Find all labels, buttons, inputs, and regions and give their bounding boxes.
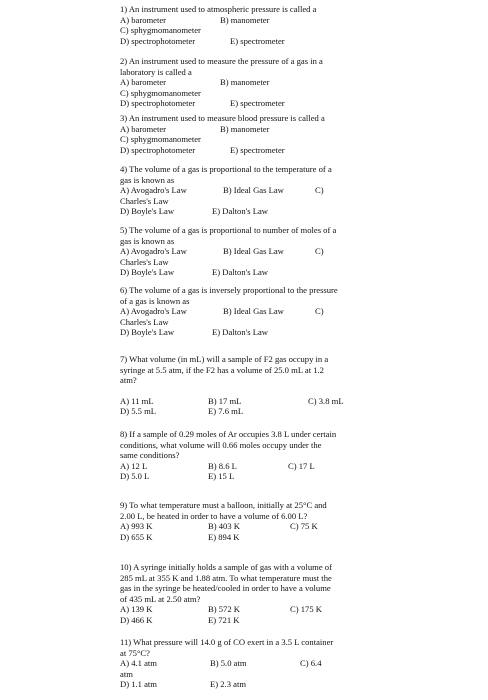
choice-b: B) Ideal Gas Law bbox=[223, 246, 284, 257]
choice-row bbox=[120, 196, 340, 207]
choice-row bbox=[120, 134, 340, 145]
choice-e: E) spectrometer bbox=[230, 35, 285, 46]
choice-e: E) 15 L bbox=[208, 471, 235, 482]
choice-row bbox=[120, 521, 340, 532]
choice-e: E) Dalton's Law bbox=[212, 206, 268, 217]
question-8 bbox=[120, 429, 340, 482]
choice-b: B) manometer bbox=[220, 123, 270, 134]
choice-b: B) Ideal Gas Law bbox=[223, 306, 284, 317]
question-stem: 9) To what temperature must a balloon, initially at 25°C and 2.00 L, be heated in order to have a volume of 6.00 L? bbox=[120, 500, 327, 521]
choice-row bbox=[120, 206, 340, 217]
choice-c: C) bbox=[315, 185, 324, 196]
choice-d: D) Boyle's Law bbox=[120, 327, 175, 338]
question-10 bbox=[120, 562, 340, 626]
question-stem: 8) If a sample of 0.29 moles of Ar occupies 3.8 L under certain conditions, what volume will 0.66 moles occupy under the same conditions? bbox=[120, 429, 337, 461]
choice-e: E) Dalton's Law bbox=[212, 327, 268, 338]
choice-e: E) spectrometer bbox=[230, 98, 285, 109]
choice-row bbox=[120, 327, 340, 338]
choice-d: D) Boyle's Law bbox=[120, 206, 175, 217]
question-4 bbox=[120, 164, 340, 217]
question-stem: 5) The volume of a gas is proportional to number of moles of a gas is known as bbox=[120, 225, 337, 246]
choice-row bbox=[120, 306, 340, 317]
choice-a: A) barometer bbox=[120, 123, 167, 134]
choice-c: C) sphygmomanometer bbox=[120, 134, 201, 145]
choice-d: D) 466 K bbox=[120, 614, 153, 625]
choice-e: E) spectrometer bbox=[230, 144, 285, 155]
choice-row bbox=[120, 36, 340, 47]
choice-a: A) 11 mL bbox=[120, 395, 154, 406]
choice-e: E) 7.6 mL bbox=[208, 406, 244, 417]
choice-row bbox=[120, 669, 340, 680]
choice-row bbox=[120, 658, 340, 669]
choice-c: C) sphygmomanometer bbox=[120, 87, 201, 98]
choice-b: B) manometer bbox=[220, 14, 270, 25]
question-2 bbox=[120, 56, 340, 109]
choice-row bbox=[120, 615, 340, 626]
question-stem: 1) An instrument used to atmospheric pressure is called a bbox=[120, 4, 317, 14]
choice-row bbox=[120, 257, 340, 268]
question-6 bbox=[120, 285, 340, 338]
choice-e: E) 2.3 atm bbox=[210, 679, 247, 690]
choice-d: D) spectrophotometer bbox=[120, 98, 196, 109]
choice-c: C) bbox=[315, 246, 324, 257]
choice-row bbox=[120, 246, 340, 257]
choice-row bbox=[120, 471, 340, 482]
choice-c-text: Charles's Law bbox=[120, 316, 169, 327]
choice-c: C) 3.8 mL bbox=[308, 395, 344, 406]
choice-a: A) 12 L bbox=[120, 460, 148, 471]
choice-b: B) 5.0 atm bbox=[210, 658, 247, 669]
choice-c-text: Charles's Law bbox=[120, 195, 169, 206]
choice-a: A) barometer bbox=[120, 14, 167, 25]
choice-row bbox=[120, 98, 340, 109]
choice-row bbox=[120, 145, 340, 156]
question-1 bbox=[120, 4, 340, 46]
choice-row bbox=[120, 124, 340, 135]
choice-a: A) Avogadro's Law bbox=[120, 306, 187, 317]
choice-b: B) 403 K bbox=[208, 521, 240, 532]
question-11 bbox=[120, 637, 340, 690]
choice-c: C) bbox=[315, 306, 324, 317]
choice-a: A) Avogadro's Law bbox=[120, 185, 187, 196]
choice-row bbox=[120, 604, 340, 615]
choice-row bbox=[120, 406, 340, 417]
choice-b: B) Ideal Gas Law bbox=[223, 185, 284, 196]
choice-d: D) spectrophotometer bbox=[120, 35, 196, 46]
choice-row bbox=[120, 77, 340, 88]
choice-row bbox=[120, 461, 340, 472]
question-stem: 10) A syringe initially holds a sample of gas with a volume of 285 mL at 355 K and 1.88 atm. To what temperature must the gas in the syringe be heated/cooled in order to have a volume of 435 mL at 2.50 atm? bbox=[120, 562, 332, 604]
question-7 bbox=[120, 354, 344, 417]
choice-d: D) 5.0 L bbox=[120, 471, 150, 482]
choice-d: D) 5.5 mL bbox=[120, 406, 157, 417]
question-stem: 7) What volume (in mL) will a sample of F2 gas occupy in a syringe at 5.5 atm, if the F2 has a volume of 25.0 mL at 1.2 atm? bbox=[120, 354, 329, 386]
choice-e: E) 894 K bbox=[208, 531, 240, 542]
choice-row bbox=[120, 317, 340, 328]
choice-c-text: atm bbox=[120, 668, 133, 679]
question-9 bbox=[120, 500, 340, 542]
choice-c-text: Charles's Law bbox=[120, 256, 169, 267]
choice-row bbox=[120, 25, 340, 36]
question-stem: 2) An instrument used to measure the pressure of a gas in a laboratory is called a bbox=[120, 56, 323, 77]
choice-e: E) 721 K bbox=[208, 614, 240, 625]
question-5 bbox=[120, 225, 340, 278]
choice-row bbox=[120, 679, 340, 690]
choice-c: C) sphygmomanometer bbox=[120, 25, 201, 36]
choice-e: E) Dalton's Law bbox=[212, 267, 268, 278]
choice-b: B) 8.6 L bbox=[208, 460, 237, 471]
choice-row bbox=[120, 395, 344, 407]
choice-d: D) 1.1 atm bbox=[120, 679, 157, 690]
choice-a: A) 139 K bbox=[120, 604, 153, 615]
choice-a: A) Avogadro's Law bbox=[120, 246, 187, 257]
choice-c: C) 175 K bbox=[290, 604, 322, 615]
choice-b: B) 572 K bbox=[208, 604, 240, 615]
choice-c: C) 75 K bbox=[290, 521, 318, 532]
choice-a: A) barometer bbox=[120, 77, 167, 88]
choice-row bbox=[120, 532, 340, 543]
choice-b: B) 17 mL bbox=[208, 395, 242, 406]
question-stem: 4) The volume of a gas is proportional to the temperature of a gas is known as bbox=[120, 164, 332, 185]
choice-row bbox=[120, 88, 340, 99]
question-stem: 6) The volume of a gas is inversely proportional to the pressure of a gas is known as bbox=[120, 285, 338, 306]
choice-d: D) spectrophotometer bbox=[120, 144, 196, 155]
question-stem: 11) What pressure will 14.0 g of CO exert in a 3.5 L container at 75°C? bbox=[120, 637, 334, 658]
choice-a: A) 4.1 atm bbox=[120, 658, 157, 669]
choice-d: D) 655 K bbox=[120, 531, 153, 542]
choice-row bbox=[120, 15, 340, 26]
question-stem: 3) An instrument used to measure blood pressure is called a bbox=[120, 113, 325, 123]
choice-row bbox=[120, 185, 340, 196]
question-3 bbox=[120, 113, 340, 155]
choice-row bbox=[120, 267, 340, 278]
choice-a: A) 993 K bbox=[120, 521, 153, 532]
choice-c: C) 6.4 bbox=[300, 658, 322, 669]
choice-b: B) manometer bbox=[220, 77, 270, 88]
choice-d: D) Boyle's Law bbox=[120, 267, 175, 278]
choice-c: C) 17 L bbox=[288, 460, 315, 471]
